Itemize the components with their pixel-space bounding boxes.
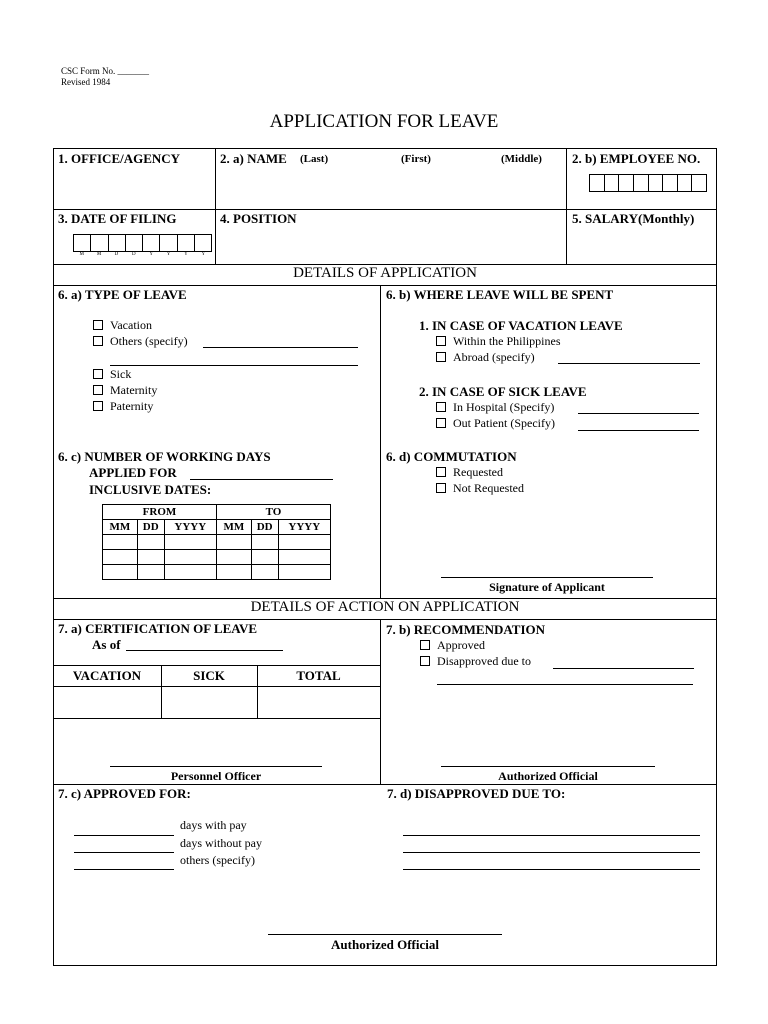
others-label: Others (specify)	[110, 334, 188, 348]
paternity-label: Paternity	[110, 399, 154, 413]
name-label: 2. a) NAME	[220, 151, 287, 166]
disapproved-label: Disapproved due to	[437, 654, 531, 668]
table-row	[103, 565, 331, 580]
vacation-checkbox[interactable]	[93, 320, 103, 330]
table-row	[103, 550, 331, 565]
table-row	[103, 535, 331, 550]
inclusive-dates-table	[102, 504, 331, 580]
col-dd: DD	[251, 520, 278, 535]
in-hospital-label: In Hospital (Specify)	[453, 400, 555, 414]
authorized-official-label-1: Authorized Official	[498, 769, 598, 783]
col-yyyy: YYYY	[164, 520, 216, 535]
type-of-leave-label: 6. a) TYPE OF LEAVE	[58, 287, 187, 302]
position-label: 4. POSITION	[220, 211, 297, 226]
col-divider	[380, 619, 381, 785]
days-without-pay-line[interactable]	[74, 852, 174, 853]
others-checkbox[interactable]	[93, 336, 103, 346]
maternity-checkbox[interactable]	[93, 385, 103, 395]
salary-label: 5. SALARY(Monthly)	[572, 211, 695, 226]
inclusive-dates-label: INCLUSIVE DATES:	[89, 482, 212, 497]
recommendation-label: 7. b) RECOMMENDATION	[386, 622, 546, 637]
within-ph-checkbox[interactable]	[436, 336, 446, 346]
in-hospital-checkbox[interactable]	[436, 402, 446, 412]
disapproved-checkbox[interactable]	[420, 656, 430, 666]
employee-no-label: 2. b) EMPLOYEE NO.	[572, 151, 701, 166]
form-title: APPLICATION FOR LEAVE	[269, 111, 499, 132]
disapproved-due-to-label: 7. d) DISAPPROVED DUE TO:	[387, 786, 566, 801]
days-with-pay-label: days with pay	[180, 818, 247, 832]
personnel-officer-label: Personnel Officer	[170, 769, 262, 783]
signature-label: Signature of Applicant	[489, 580, 605, 594]
disapproved-reason-line[interactable]	[403, 852, 700, 853]
not-requested-label: Not Requested	[453, 481, 524, 495]
sick-label: Sick	[110, 367, 132, 381]
certification-label: 7. a) CERTIFICATION OF LEAVE	[58, 621, 258, 636]
disapproved-line[interactable]	[553, 668, 694, 669]
paternity-checkbox[interactable]	[93, 401, 103, 411]
from-header: FROM	[103, 505, 217, 520]
applied-for-label: APPLIED FOR	[89, 465, 177, 480]
row-divider	[53, 784, 717, 785]
authorized-official-label-2: Authorized Official	[331, 937, 439, 952]
to-header: TO	[216, 505, 330, 520]
col-divider	[380, 285, 381, 599]
authorized-official-line-1[interactable]	[441, 766, 655, 767]
employee-no-boxes[interactable]	[589, 174, 707, 192]
applied-for-line[interactable]	[190, 479, 333, 480]
working-days-label: 6. c) NUMBER OF WORKING DAYS	[58, 449, 271, 464]
in-hospital-line[interactable]	[578, 413, 699, 414]
as-of-label: As of	[92, 637, 121, 652]
case-sick-label: 2. IN CASE OF SICK LEAVE	[419, 384, 587, 399]
col-mm: MM	[216, 520, 251, 535]
approved-checkbox[interactable]	[420, 640, 430, 650]
sick-col-header: SICK	[193, 668, 225, 683]
total-col-header: TOTAL	[296, 668, 341, 683]
out-patient-checkbox[interactable]	[436, 418, 446, 428]
disapproved-reason-line[interactable]	[403, 869, 700, 870]
date-filing-letters: M M D D Y Y Y Y	[79, 252, 206, 257]
last-label: (Last)	[300, 153, 329, 165]
commutation-label: 6. d) COMMUTATION	[386, 449, 517, 464]
signature-line[interactable]	[441, 577, 653, 578]
credits-table-top	[53, 665, 380, 666]
sick-checkbox[interactable]	[93, 369, 103, 379]
date-filing-boxes[interactable]	[73, 234, 212, 252]
disapproved-reason-line[interactable]	[403, 835, 700, 836]
disapproved-line-2[interactable]	[437, 684, 693, 685]
approved-label: Approved	[437, 638, 485, 652]
out-patient-label: Out Patient (Specify)	[453, 416, 555, 430]
others-specify-line[interactable]	[74, 869, 174, 870]
col-mm: MM	[103, 520, 138, 535]
out-patient-line[interactable]	[578, 430, 699, 431]
abroad-line[interactable]	[558, 363, 700, 364]
col-dd: DD	[137, 520, 164, 535]
middle-label: (Middle)	[501, 153, 542, 165]
credits-table-header-bottom	[53, 686, 380, 687]
days-without-pay-label: days without pay	[180, 836, 262, 850]
authorized-official-line-2[interactable]	[268, 934, 502, 935]
abroad-checkbox[interactable]	[436, 352, 446, 362]
as-of-line[interactable]	[126, 650, 283, 651]
others-line-2[interactable]	[110, 365, 358, 366]
personnel-officer-line[interactable]	[110, 766, 322, 767]
case-vacation-label: 1. IN CASE OF VACATION LEAVE	[419, 318, 623, 333]
col-divider	[566, 148, 567, 265]
details-application-heading: DETAILS OF APPLICATION	[293, 265, 477, 281]
abroad-label: Abroad (specify)	[453, 350, 535, 364]
revised-date: Revised 1984	[61, 77, 111, 87]
details-action-heading: DETAILS OF ACTION ON APPLICATION	[250, 599, 520, 615]
where-spent-label: 6. b) WHERE LEAVE WILL BE SPENT	[386, 287, 614, 302]
others-line[interactable]	[203, 347, 358, 348]
col-divider	[215, 148, 216, 265]
others-specify-label: others (specify)	[180, 853, 255, 867]
within-ph-label: Within the Philippines	[453, 334, 561, 348]
col-yyyy: YYYY	[278, 520, 330, 535]
approved-for-label: 7. c) APPROVED FOR:	[58, 786, 191, 801]
form-number: CSC Form No. _______	[61, 66, 150, 76]
row-divider	[53, 209, 717, 210]
requested-label: Requested	[453, 465, 503, 479]
maternity-label: Maternity	[110, 383, 158, 397]
row-divider	[53, 619, 717, 620]
vacation-col-header: VACATION	[72, 668, 142, 683]
not-requested-checkbox[interactable]	[436, 483, 446, 493]
first-label: (First)	[401, 153, 431, 165]
credits-table-bottom	[53, 718, 380, 719]
vacation-label: Vacation	[110, 318, 152, 332]
requested-checkbox[interactable]	[436, 467, 446, 477]
date-filing-label: 3. DATE OF FILING	[58, 211, 177, 226]
days-with-pay-line[interactable]	[74, 835, 174, 836]
office-label: 1. OFFICE/AGENCY	[58, 151, 181, 166]
row-divider	[53, 285, 717, 286]
